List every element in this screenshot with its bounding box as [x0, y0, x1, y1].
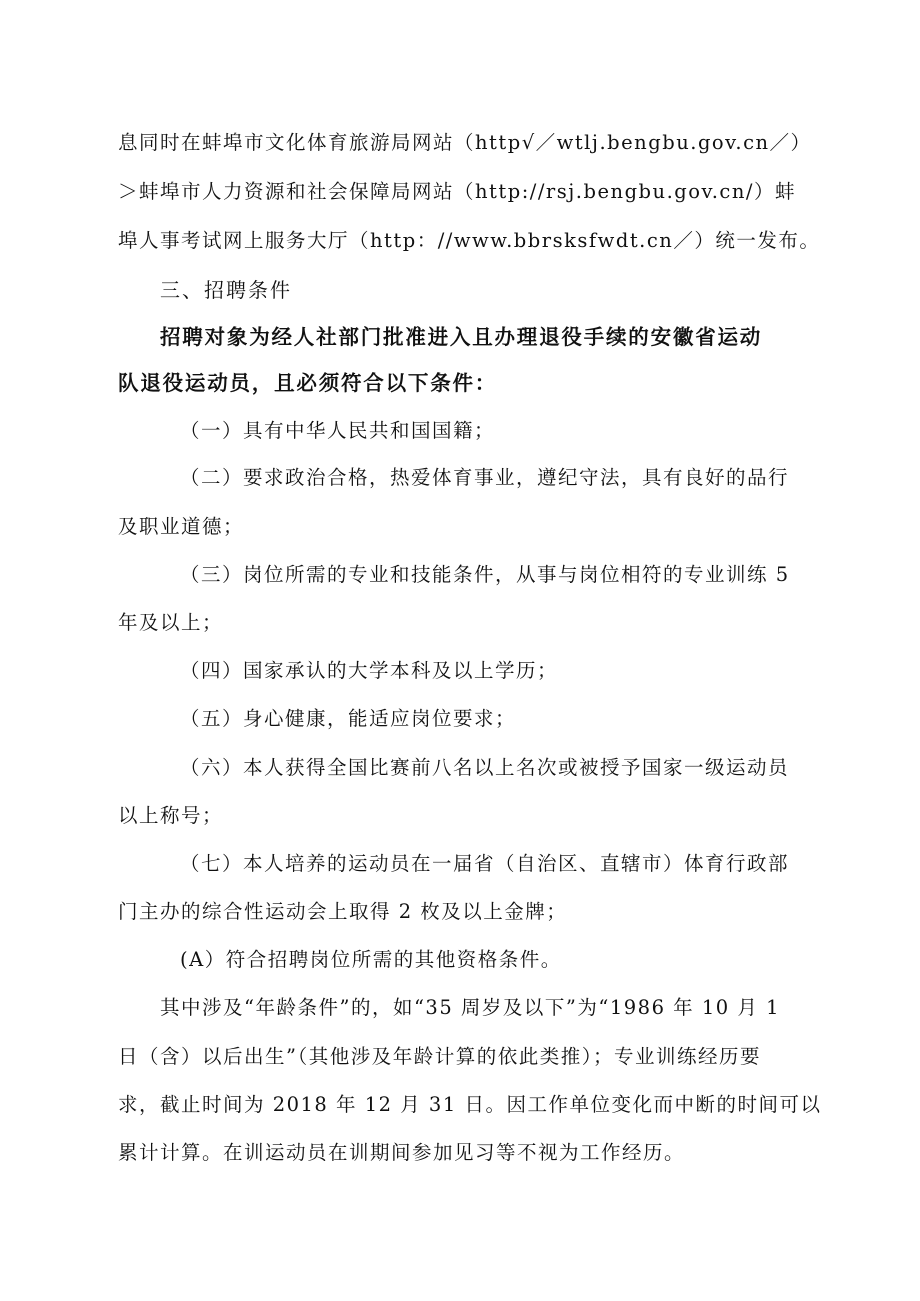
text-line: 日（含）以后出生”（其他涉及年龄计算的依此类推）；专业训练经历要 — [118, 1045, 761, 1068]
text-line: 埠人事考试网上服务大厅（http：//www.bbrsksfwdt.cn／）统一发布。 — [118, 229, 821, 252]
list-item: （三）岗位所需的专业和技能条件，从事与岗位相符的专业训练 5 — [180, 563, 790, 586]
text-line: 累计计算。在训运动员在训期间参加见习等不视为工作经历。 — [118, 1141, 686, 1164]
text-line: 队退役运动员，且必须符合以下条件： — [118, 371, 498, 395]
text-line: 息同时在蚌埠市文化体育旅游局网站（http√／wtlj.bengbu.gov.cn／） — [118, 131, 812, 154]
list-item: （四）国家承认的大学本科及以上学历； — [180, 659, 559, 682]
list-item: （五）身心健康，能适应岗位要求； — [180, 707, 517, 730]
text-line: 其中涉及“年龄条件”的，如“35 周岁及以下”为“1986 年 10 月 1 — [160, 996, 780, 1019]
text-line: ＞蚌埠市人力资源和社会保障局网站（http://rsj.bengbu.gov.cn/）蚌 — [118, 180, 796, 203]
list-item: （六）本人获得全国比赛前八名以上名次或被授予国家一级运动员 — [180, 756, 790, 779]
text-line: 年及以上； — [118, 611, 224, 634]
list-item: (A）符合招聘岗位所需的其他资格条件。 — [180, 948, 562, 971]
list-item: （七）本人培养的运动员在一届省（自治区、直辖市）体育行政部 — [180, 852, 790, 875]
text-line: 求，截止时间为 2018 年 12 月 31 日。因工作单位变化而中断的时间可以 — [118, 1093, 822, 1116]
list-item: （一）具有中华人民共和国国籍； — [180, 419, 496, 442]
section-heading: 三、招聘条件 — [160, 278, 292, 302]
text-line: 及职业道德； — [118, 515, 245, 538]
list-item: （二）要求政治合格，热爱体育事业，遵纪守法，具有良好的品行 — [180, 466, 790, 489]
text-line: 以上称号； — [118, 804, 224, 827]
text-line: 门主办的综合性运动会上取得 2 枚及以上金牌； — [118, 900, 568, 923]
text-line: 招聘对象为经人社部门批准进入且办理退役手续的安徽省运动 — [160, 325, 763, 349]
